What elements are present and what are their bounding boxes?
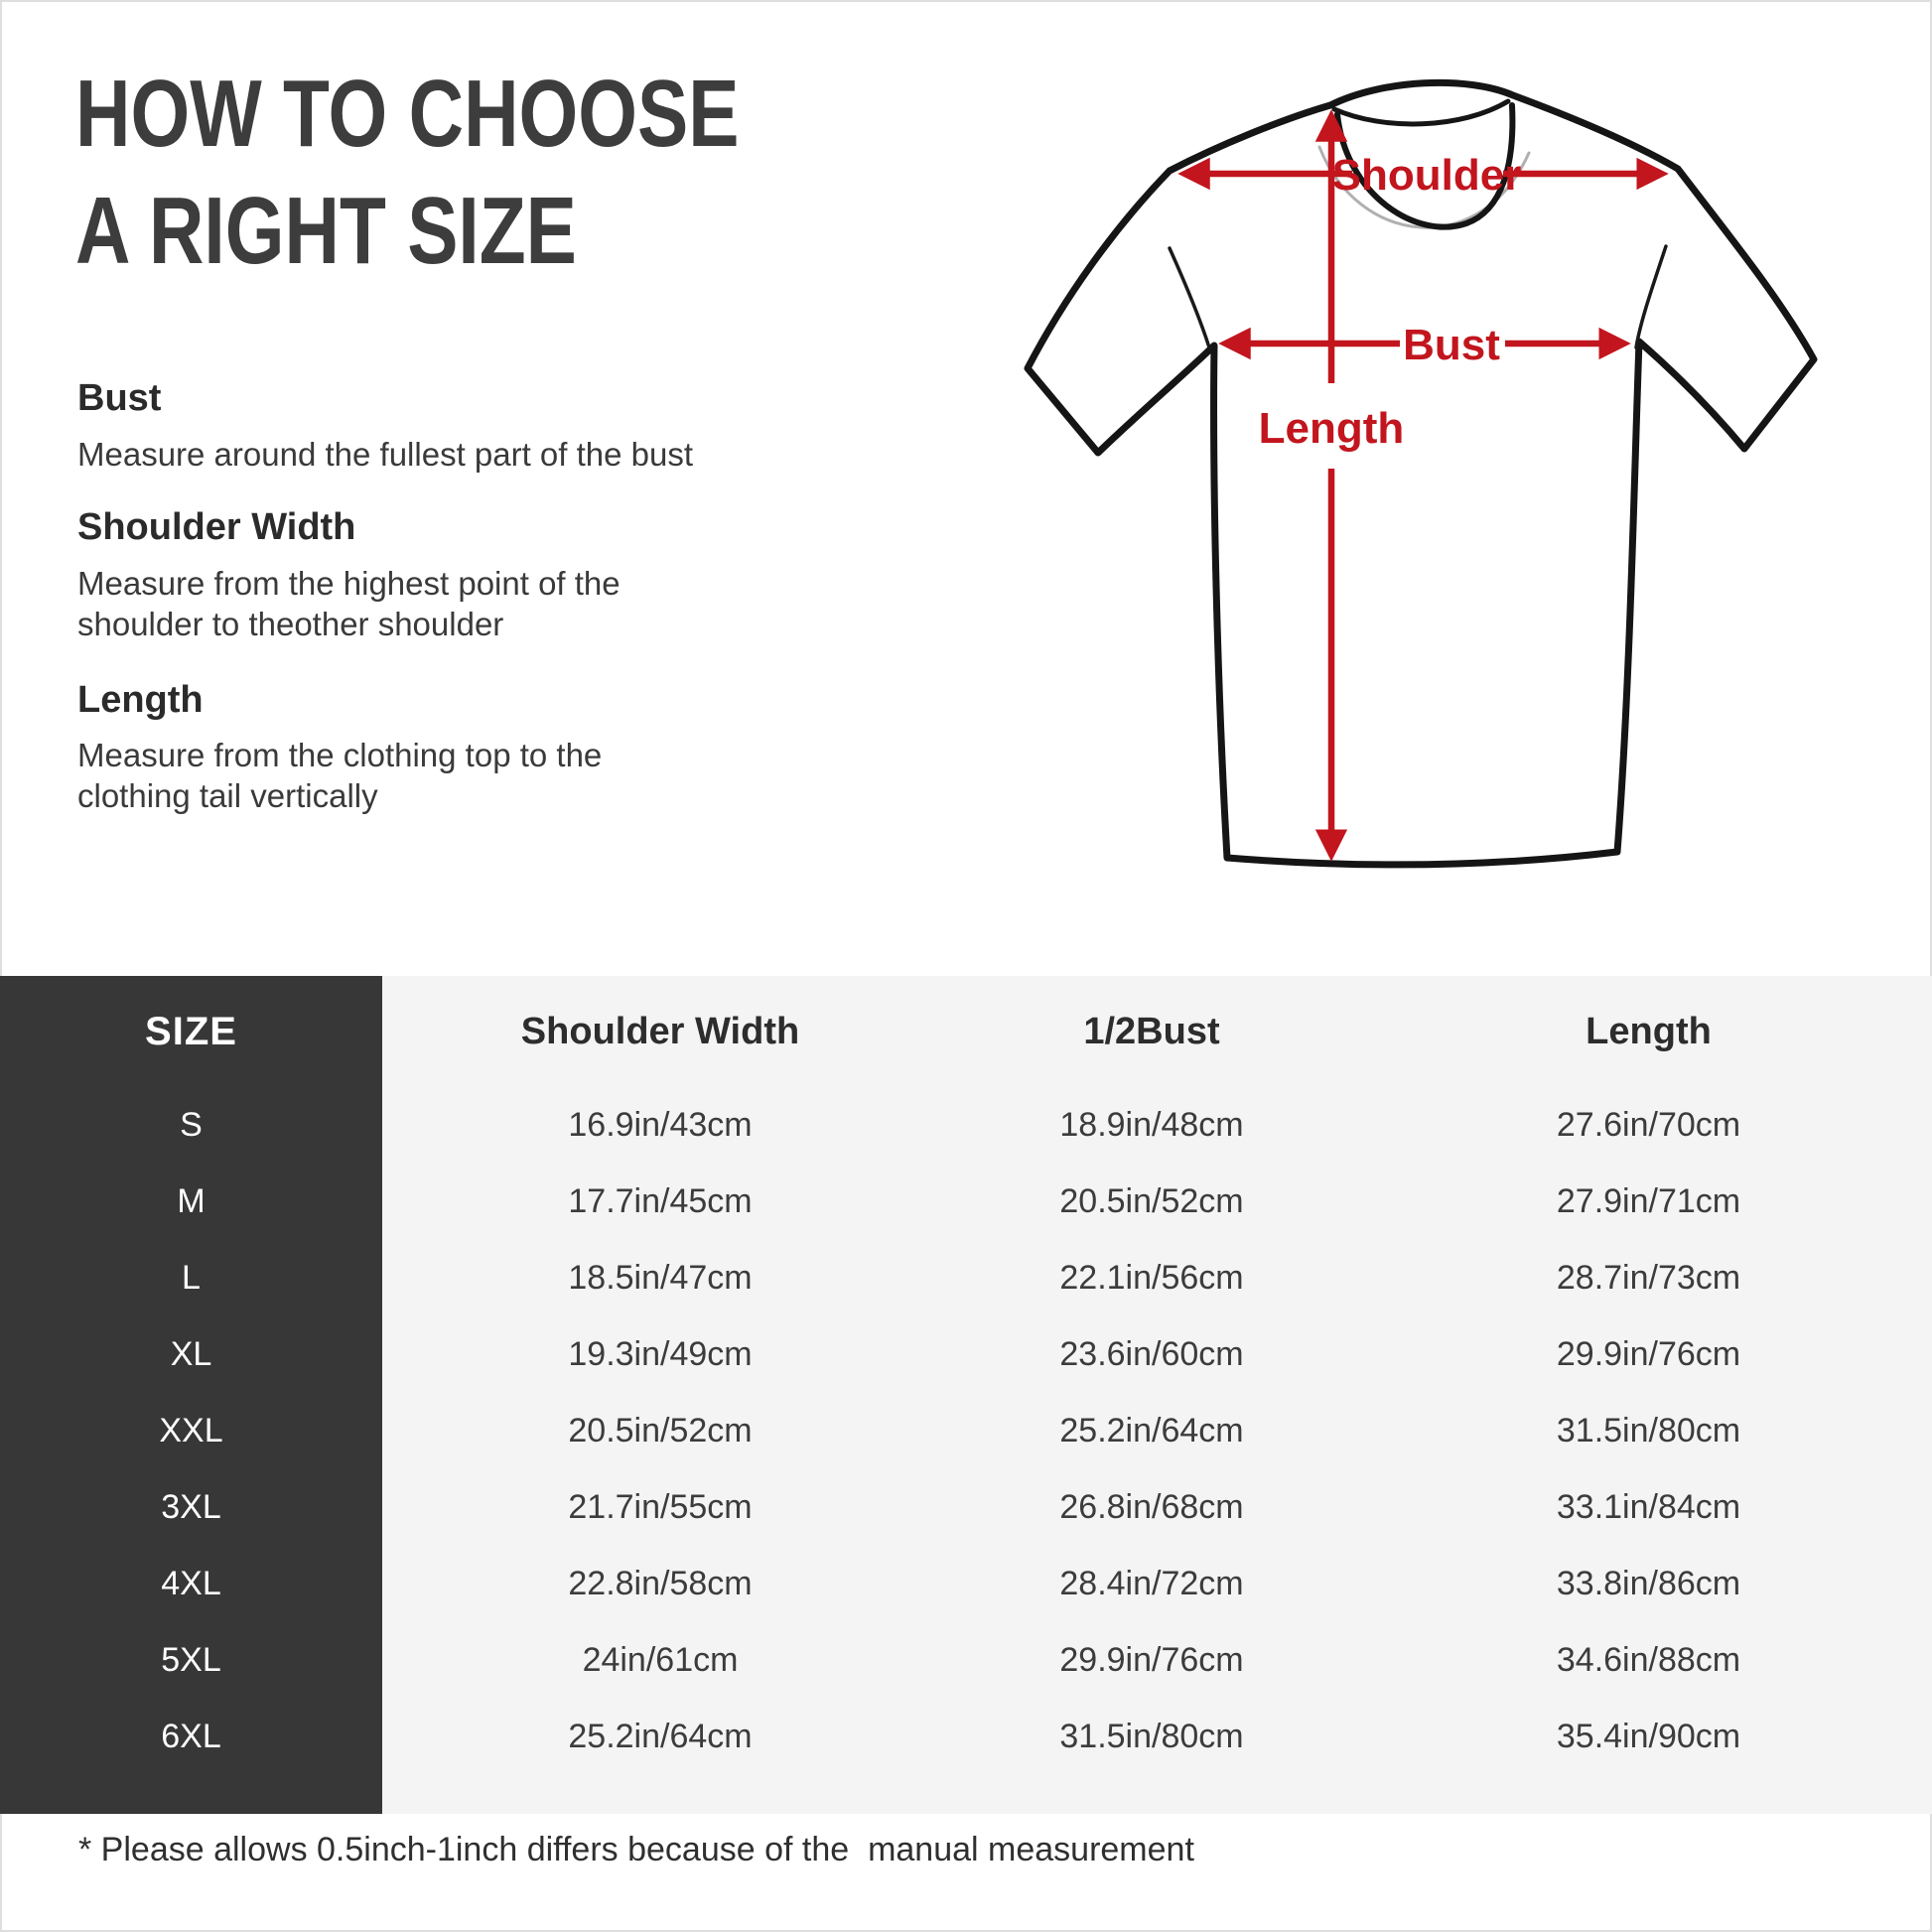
row-size-label: XL <box>170 1335 212 1373</box>
cell-shoulder: 21.7in/55cm <box>568 1488 753 1526</box>
table-row <box>0 1546 1932 1622</box>
page-title-line2: A RIGHT SIZE <box>75 178 577 284</box>
cell-half-bust: 26.8in/68cm <box>1059 1488 1244 1526</box>
cell-length: 34.6in/88cm <box>1556 1641 1741 1679</box>
cell-length: 33.1in/84cm <box>1556 1488 1741 1526</box>
definition-desc-shoulder-line2: shoulder to theother shoulder <box>77 606 504 642</box>
row-size-label: M <box>177 1182 206 1220</box>
size-table <box>0 976 1932 1814</box>
cell-shoulder: 22.8in/58cm <box>568 1565 753 1602</box>
cell-length: 35.4in/90cm <box>1556 1718 1741 1755</box>
table-row <box>0 1164 1932 1240</box>
cell-half-bust: 28.4in/72cm <box>1059 1565 1244 1602</box>
length-label: Length <box>1258 404 1405 453</box>
definition-desc-length <box>77 735 602 816</box>
cell-shoulder: 17.7in/45cm <box>568 1182 753 1220</box>
table-header-row <box>0 976 1932 1087</box>
page-title-line1: HOW TO CHOOSE <box>75 61 740 167</box>
table-row <box>0 1393 1932 1469</box>
table-row <box>0 1240 1932 1316</box>
bust-label: Bust <box>1403 321 1500 369</box>
row-size-label: 3XL <box>161 1488 221 1526</box>
row-size-label: 4XL <box>161 1565 221 1602</box>
cell-half-bust: 18.9in/48cm <box>1059 1106 1244 1144</box>
cell-shoulder: 18.5in/47cm <box>568 1259 753 1297</box>
page-title <box>75 56 905 290</box>
table-row <box>0 1469 1932 1546</box>
cell-length: 28.7in/73cm <box>1556 1259 1741 1297</box>
cell-shoulder: 19.3in/49cm <box>568 1335 753 1373</box>
cell-length: 27.9in/71cm <box>1556 1182 1741 1220</box>
cell-shoulder: 25.2in/64cm <box>568 1718 753 1755</box>
cell-length: 33.8in/86cm <box>1556 1565 1741 1602</box>
row-size-label: 5XL <box>161 1641 221 1679</box>
definition-desc-bust <box>77 434 693 475</box>
header-length: Length <box>1586 1010 1712 1052</box>
cell-shoulder: 16.9in/43cm <box>568 1106 753 1144</box>
row-size-label: S <box>180 1106 203 1144</box>
measurement-disclaimer: * Please allows 0.5inch-1inch differs because of the manual measurement <box>78 1831 1194 1868</box>
table-row <box>0 1316 1932 1393</box>
tshirt-outline <box>1028 82 1814 865</box>
definition-desc-length-line1: Measure from the clothing top to the <box>77 737 603 773</box>
definition-term-length: Length <box>77 679 204 721</box>
header-half-bust: 1/2Bust <box>1083 1010 1220 1052</box>
cell-length: 27.6in/70cm <box>1556 1106 1741 1144</box>
definition-term-bust: Bust <box>77 377 162 419</box>
definition-desc-shoulder-width <box>77 563 621 644</box>
cell-half-bust: 25.2in/64cm <box>1059 1412 1244 1449</box>
table-row <box>0 1087 1932 1164</box>
shoulder-label: Shoulder <box>1331 151 1522 200</box>
cell-half-bust: 29.9in/76cm <box>1059 1641 1244 1679</box>
header-size: SIZE <box>145 1009 237 1053</box>
header-shoulder-width: Shoulder Width <box>520 1010 800 1052</box>
cell-length: 29.9in/76cm <box>1556 1335 1741 1373</box>
definition-desc-length-line2: clothing tail vertically <box>77 777 378 814</box>
definition-desc-shoulder-line1: Measure from the highest point of the <box>77 565 621 602</box>
table-row <box>0 1699 1932 1775</box>
row-size-label: 6XL <box>161 1718 221 1755</box>
cell-shoulder: 20.5in/52cm <box>568 1412 753 1449</box>
definition-term-shoulder-width: Shoulder Width <box>77 506 356 548</box>
cell-half-bust: 31.5in/80cm <box>1059 1718 1244 1755</box>
cell-half-bust: 23.6in/60cm <box>1059 1335 1244 1373</box>
cell-half-bust: 22.1in/56cm <box>1059 1259 1244 1297</box>
tshirt-measurement-diagram <box>953 55 1866 928</box>
cell-half-bust: 20.5in/52cm <box>1059 1182 1244 1220</box>
cell-length: 31.5in/80cm <box>1556 1412 1741 1449</box>
definition-desc-bust-line1: Measure around the fullest part of the bust <box>77 436 694 473</box>
cell-shoulder: 24in/61cm <box>582 1641 739 1679</box>
row-size-label: XXL <box>159 1412 223 1449</box>
table-row <box>0 1622 1932 1699</box>
row-size-label: L <box>182 1259 201 1297</box>
